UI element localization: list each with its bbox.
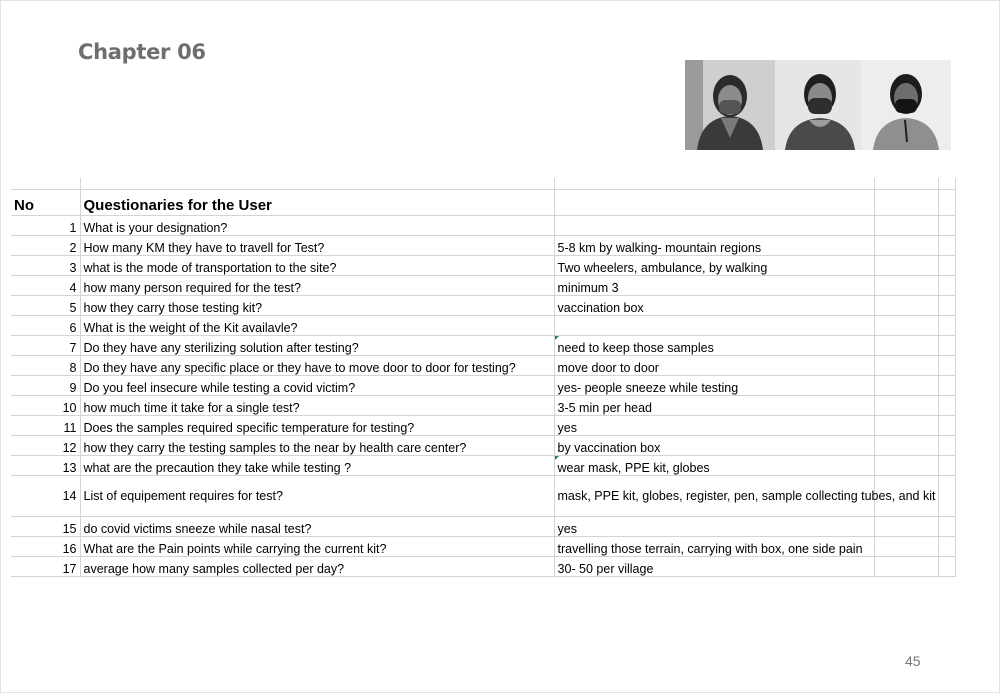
portrait-photo-3	[861, 60, 951, 150]
empty-cell	[938, 216, 955, 236]
empty-cell	[938, 416, 955, 436]
empty-cell	[938, 557, 955, 577]
row-answer: by vaccination box	[554, 436, 874, 456]
row-question: average how many samples collected per day?	[80, 557, 554, 577]
empty-cell	[938, 276, 955, 296]
table-row	[11, 537, 955, 557]
row-answer	[554, 216, 874, 236]
row-answer	[554, 316, 874, 336]
row-number: 9	[11, 376, 80, 396]
table-row	[11, 336, 955, 356]
empty-cell	[938, 476, 955, 517]
row-answer: 30- 50 per village	[554, 557, 874, 577]
table-row	[11, 316, 955, 336]
table-row	[11, 557, 955, 577]
row-number: 7	[11, 336, 80, 356]
row-answer: yes- people sneeze while testing	[554, 376, 874, 396]
row-number: 6	[11, 316, 80, 336]
row-question: do covid victims sneeze while nasal test?	[80, 517, 554, 537]
empty-cell	[938, 336, 955, 356]
header-row	[11, 190, 955, 216]
empty-cell	[874, 557, 938, 577]
row-number: 16	[11, 537, 80, 557]
row-number: 3	[11, 256, 80, 276]
row-answer: yes	[554, 416, 874, 436]
row-number: 1	[11, 216, 80, 236]
table-row	[11, 416, 955, 436]
row-question: Does the samples required specific temperature for testing?	[80, 416, 554, 436]
row-question: Do they have any specific place or they have to move door to door for testing?	[80, 356, 554, 376]
empty-cell	[938, 456, 955, 476]
table-row	[11, 296, 955, 316]
empty-cell	[938, 537, 955, 557]
empty-cell	[938, 436, 955, 456]
questionnaire-table	[11, 178, 956, 577]
row-question: Do they have any sterilizing solution after testing?	[80, 336, 554, 356]
table-row	[11, 436, 955, 456]
table-row	[11, 476, 955, 517]
row-question: List of equipement requires for test?	[80, 476, 554, 517]
row-answer: move door to door	[554, 356, 874, 376]
empty-cell	[874, 216, 938, 236]
row-question: How many KM they have to travell for Test?	[80, 236, 554, 256]
row-question: what are the precaution they take while testing ?	[80, 456, 554, 476]
empty-cell	[874, 296, 938, 316]
row-answer: yes	[554, 517, 874, 537]
empty-cell	[874, 356, 938, 376]
empty-cell	[874, 236, 938, 256]
table-row	[11, 396, 955, 416]
chapter-title: Chapter 06	[78, 40, 206, 64]
empty-cell	[938, 296, 955, 316]
empty-cell	[874, 336, 938, 356]
table-row	[11, 356, 955, 376]
table-row	[11, 236, 955, 256]
row-number: 5	[11, 296, 80, 316]
empty-cell	[874, 537, 938, 557]
table-row	[11, 276, 955, 296]
row-question: What is your designation?	[80, 216, 554, 236]
row-number: 13	[11, 456, 80, 476]
row-question: how they carry the testing samples to the near by health care center?	[80, 436, 554, 456]
empty-cell	[874, 256, 938, 276]
row-answer: Two wheelers, ambulance, by walking	[554, 256, 874, 276]
empty-cell	[938, 376, 955, 396]
spacer-row	[11, 178, 955, 190]
row-number: 2	[11, 236, 80, 256]
row-question: Do you feel insecure while testing a covid victim?	[80, 376, 554, 396]
questionnaire-sheet	[11, 178, 955, 577]
row-answer: minimum 3	[554, 276, 874, 296]
page-number: 45	[905, 653, 921, 669]
table-row	[11, 517, 955, 537]
empty-cell	[874, 276, 938, 296]
row-question: What are the Pain points while carrying the current kit?	[80, 537, 554, 557]
row-question: how many person required for the test?	[80, 276, 554, 296]
table-row	[11, 376, 955, 396]
row-question: what is the mode of transportation to the site?	[80, 256, 554, 276]
row-answer: vaccination box	[554, 296, 874, 316]
header-question: Questionaries for the User	[80, 190, 554, 216]
portrait-photo-1	[685, 60, 775, 150]
empty-cell	[938, 236, 955, 256]
empty-cell	[874, 376, 938, 396]
table-row	[11, 256, 955, 276]
row-answer: need to keep those samples	[554, 336, 874, 356]
row-answer: wear mask, PPE kit, globes	[554, 456, 874, 476]
row-number: 17	[11, 557, 80, 577]
row-number: 4	[11, 276, 80, 296]
empty-cell	[874, 456, 938, 476]
row-number: 14	[11, 476, 80, 517]
empty-cell	[874, 517, 938, 537]
row-question: What is the weight of the Kit availavle?	[80, 316, 554, 336]
row-number: 12	[11, 436, 80, 456]
empty-cell	[874, 396, 938, 416]
row-question: how they carry those testing kit?	[80, 296, 554, 316]
row-answer: 3-5 min per head	[554, 396, 874, 416]
empty-cell	[938, 396, 955, 416]
empty-cell	[938, 256, 955, 276]
row-number: 8	[11, 356, 80, 376]
empty-cell	[938, 316, 955, 336]
row-number: 15	[11, 517, 80, 537]
row-question: how much time it take for a single test?	[80, 396, 554, 416]
portrait-photo-2	[775, 60, 865, 150]
row-answer: travelling those terrain, carrying with box, one side pain	[554, 537, 874, 557]
table-row	[11, 216, 955, 236]
empty-cell	[938, 356, 955, 376]
row-number: 11	[11, 416, 80, 436]
row-number: 10	[11, 396, 80, 416]
table-row	[11, 456, 955, 476]
header-answer	[554, 190, 874, 216]
empty-cell	[874, 416, 938, 436]
empty-cell	[874, 316, 938, 336]
row-answer: 5-8 km by walking- mountain regions	[554, 236, 874, 256]
row-answer: mask, PPE kit, globes, register, pen, sample collecting tubes, and kit	[554, 476, 874, 517]
empty-cell	[874, 436, 938, 456]
header-no: No	[11, 190, 80, 216]
empty-cell	[938, 517, 955, 537]
